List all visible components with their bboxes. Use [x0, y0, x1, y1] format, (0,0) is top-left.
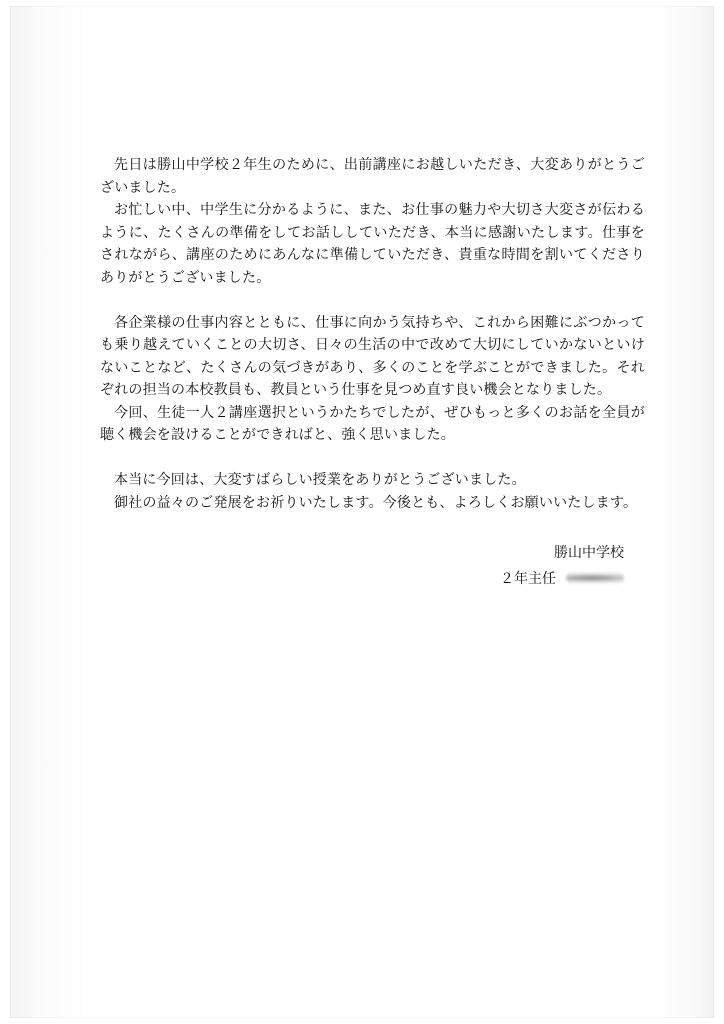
paragraph-closing-thanks: 本当に今回は、大変すばらしい授業をありがとうございました。: [114, 472, 526, 488]
letter-body: [100, 154, 645, 514]
paragraph-gap: [100, 447, 645, 470]
paragraph-learning: 各企業様の仕事内容とともに、仕事に向かう気持ちや、これから困難にぶつかっても乗り越えていくことの大切さ、日々の生活の中で改めて大切にしていかないといけないことなど、たくさんの気づきがあり、多くのことを学ぶことができました。それぞれの担当の本校教員も、教員という仕事を見つめ直す良い機会となりました。: [100, 314, 645, 398]
paragraph-opening: 先日は勝山中学校２年生のために、出前講座にお越しいただき、大変ありがとうございました。: [100, 157, 645, 196]
signature-school: 勝山中学校: [554, 545, 624, 561]
paragraph-thanks-preparation: お忙しい中、中学生に分かるように、また、お仕事の魅力や大切さ大変さが伝わるように、たくさんの準備をしてお話ししていただき、本当に感謝いたします。仕事をされながら、講座のためにあんなに準備していただき、貴重な時間を割いてくださりありがとうございました。: [100, 202, 645, 286]
paragraph-hope: 今回、生徒一人２講座選択というかたちでしたが、ぜひもっと多くのお話を全員が聴く機会を設けることができればと、強く思いました。: [100, 404, 645, 443]
signature-block: [404, 540, 624, 592]
redacted-name: [566, 572, 624, 584]
signature-title: ２年主任: [500, 571, 556, 587]
signature-title-line: [404, 566, 624, 592]
paragraph-closing-wishes: 御社の益々のご発展をお祈りいたします。今後とも、よろしくお願いいたします。: [114, 494, 638, 511]
paragraph-gap: [100, 289, 645, 312]
